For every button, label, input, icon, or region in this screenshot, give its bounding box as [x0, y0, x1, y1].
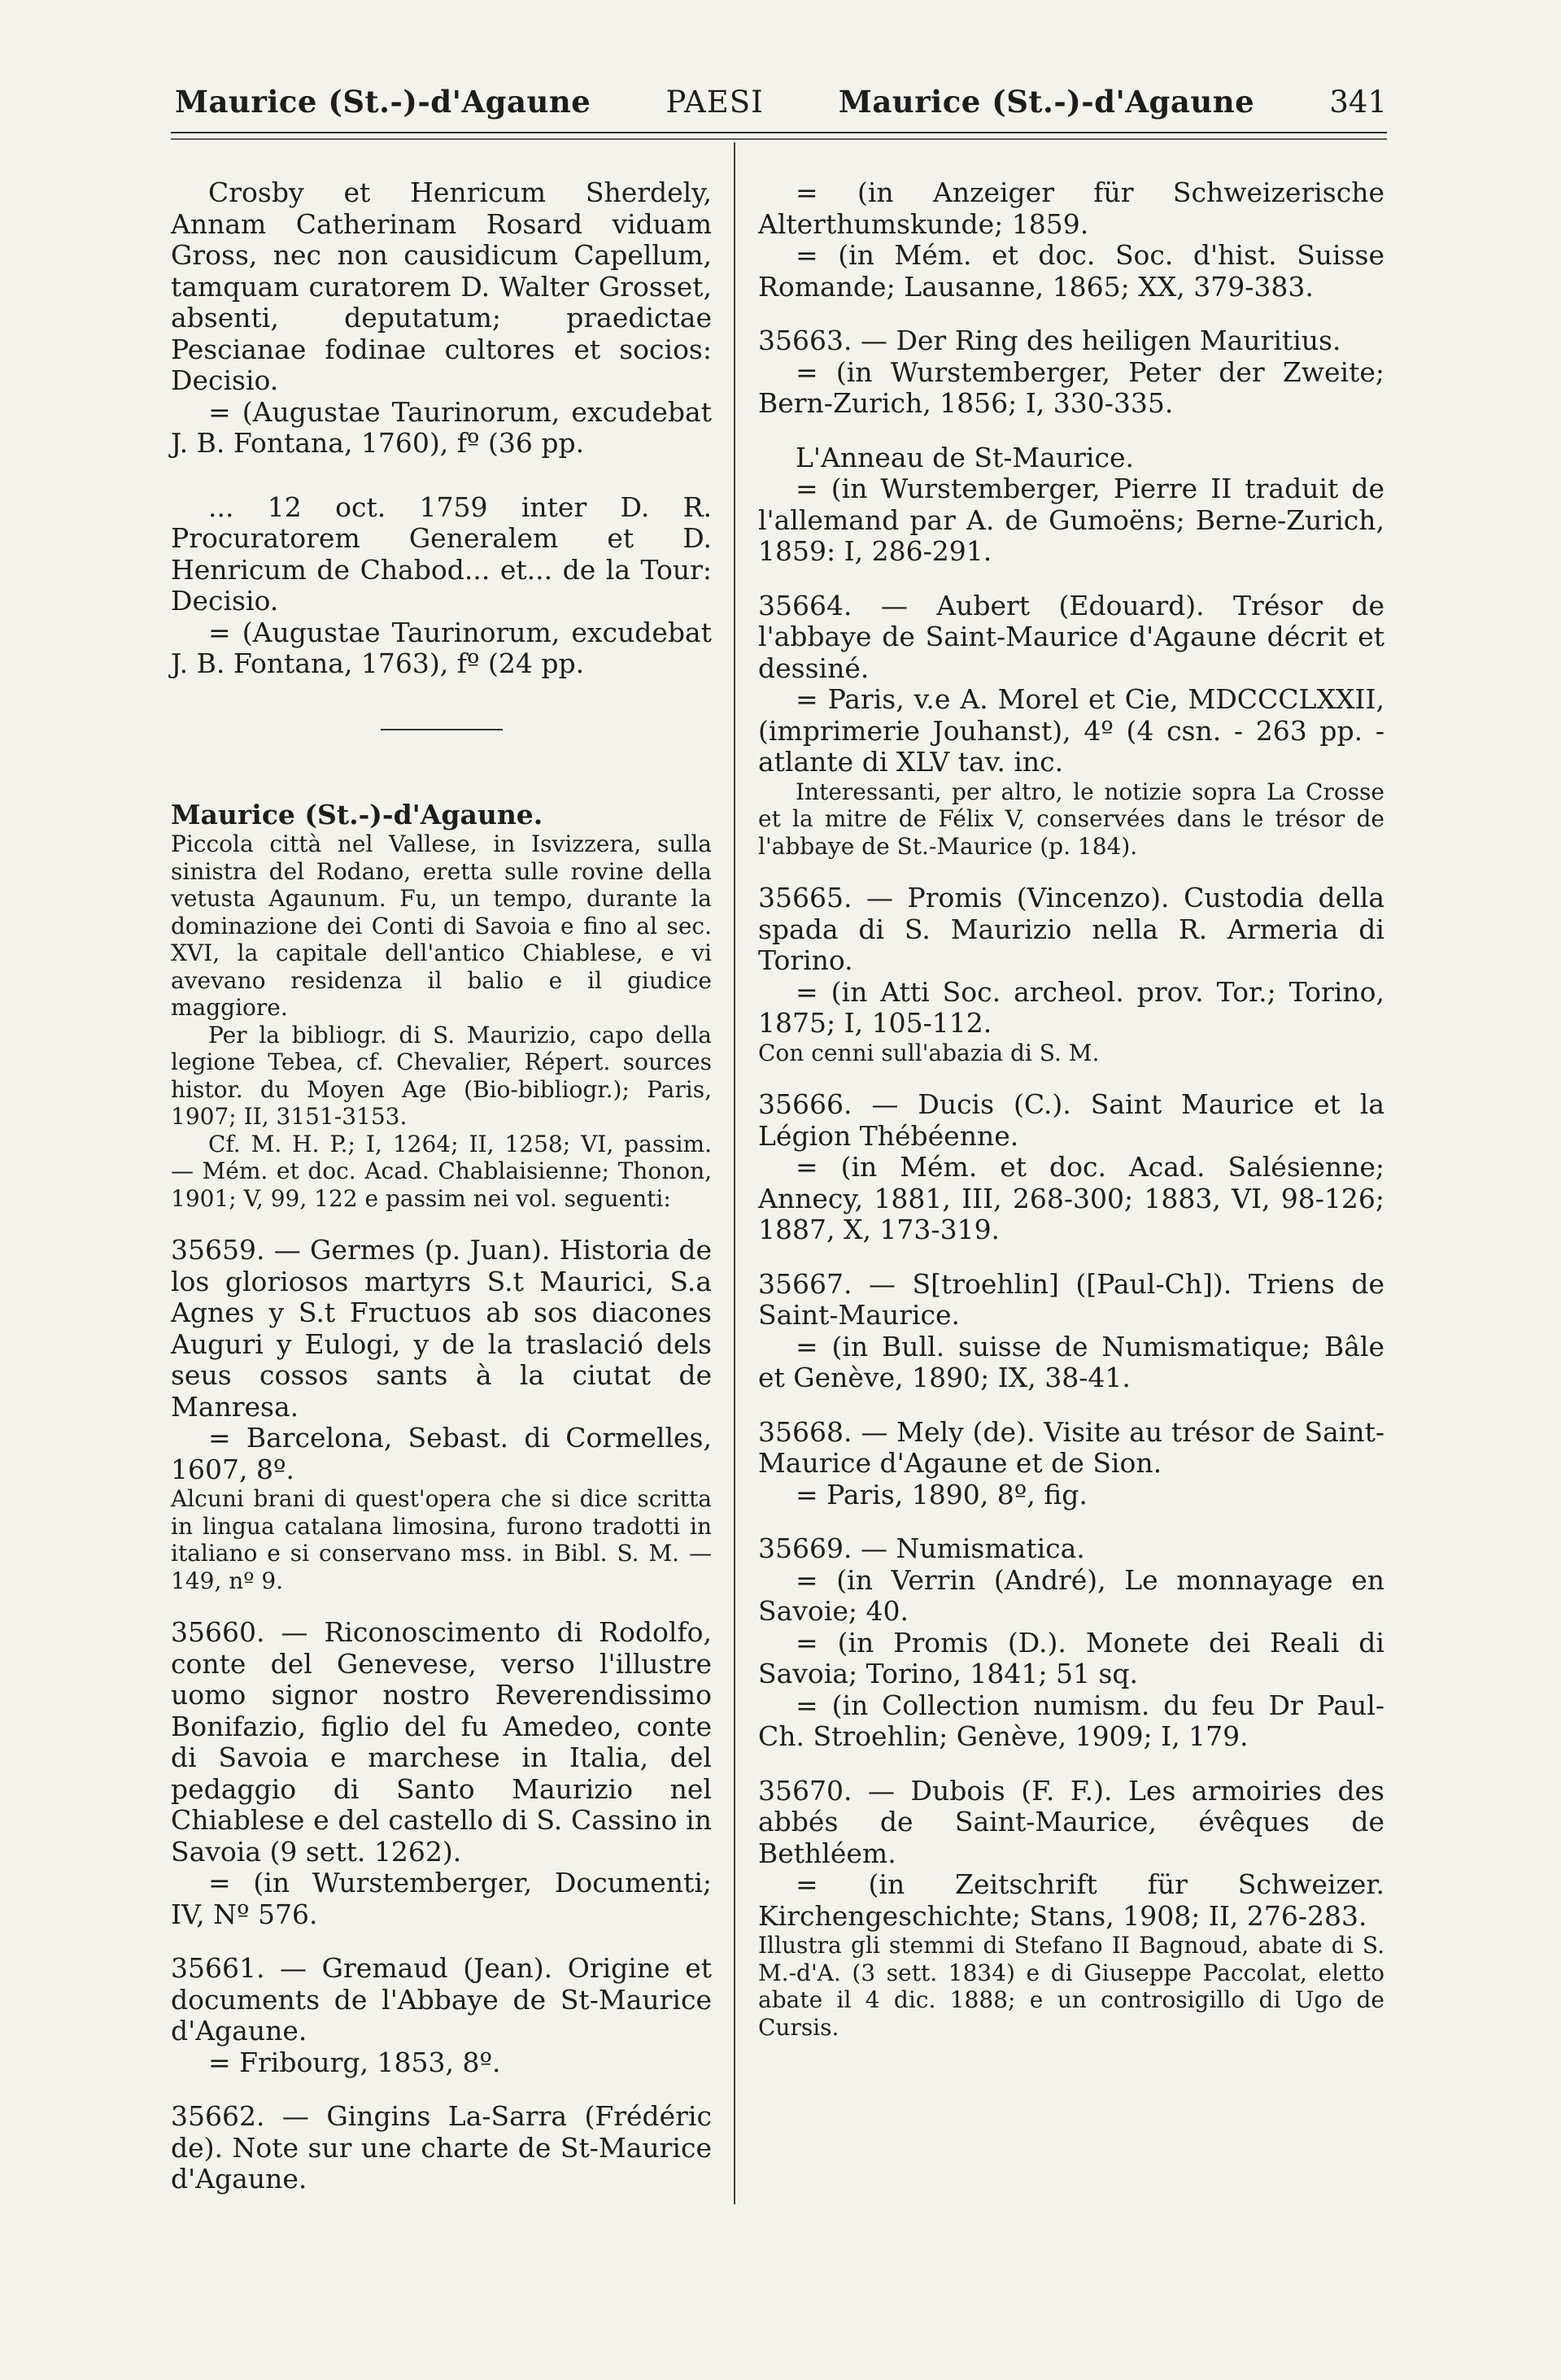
publication-line: = Paris, v.e A. Morel et Cie, MDCCCLXXII, (imprimerie Jouhanst), 4º (4 csn. - 263 pp. - atlante di XLV tav. inc. [758, 683, 1384, 778]
catalog-entry: 35659. — Germes (p. Juan). Historia de los gloriosos martyrs S.t Maurici, S.a Agnes y S.t Fructuos ab sos diacones Auguri y Eulogi, y de la traslació dels seus cossos sants à la ciutat de Manresa. [171, 1234, 712, 1423]
paragraph: Crosby et Henricum Sherdely, Annam Catherinam Rosard viduam Gross, nec non causidicum Capellum, tamquam curatorem D. Walter Grosset, absenti, deputatum; praedictae Pescianae fodinae cultores et socios: Decisio. [171, 177, 712, 396]
header-left-title: Maurice (St.-)-d'Agaune [175, 84, 591, 120]
catalog-entry: 35660. — Riconoscimento di Rodolfo, conte del Genevese, verso l'illustre uomo signor nostro Reverendissimo Bonifazio, figlio del fu Amedeo, conte di Savoia e marchese in Italia, del pedaggio di Santo Maurizio nel Chiablese e del castello di S. Cassino in Savoia (9 sett. 1262). [171, 1616, 712, 1868]
bibliography-note: Cf. M. H. P.; I, 1264; II, 1258; VI, passim. — Mém. et doc. Acad. Chablaisienne; Thonon, 1901; V, 99, 122 e passim nei vol. seguenti: [171, 1130, 712, 1212]
catalog-entry: 35667. — S[troehlin] ([Paul-Ch]). Triens de Saint-Maurice. [758, 1267, 1384, 1331]
publication-line: = (in Wurstemberger, Peter der Zweite; Bern-Zurich, 1856; I, 330-335. [758, 355, 1384, 419]
publication-line: = (in Verrin (André), Le monnayage en Savoie; 40. [758, 1563, 1384, 1627]
publication-line: = (in Bull. suisse de Numismatique; Bâle et Genève, 1890; IX, 38-41. [758, 1330, 1384, 1393]
publication-line: = (Augustae Taurinorum, excudebat J. B. Fontana, 1763), fº (24 pp. [171, 616, 712, 679]
catalog-entry: 35670. — Dubois (F. F.). Les armoiries des abbés de Saint-Maurice, évêques de Bethléem. [758, 1774, 1384, 1869]
catalog-entry: 35661. — Gremaud (Jean). Origine et documents de l'Abbaye de St-Maurice d'Agaune. [171, 1952, 712, 2047]
header-right-title: Maurice (St.-)-d'Agaune [838, 84, 1255, 120]
page-number: 341 [1329, 84, 1387, 120]
publication-line: = Fribourg, 1853, 8º. [208, 2046, 501, 2078]
publication-line: = Barcelona, Sebast. di Cormelles, 1607, 8º. [171, 1422, 712, 1485]
right-column [758, 177, 1384, 2041]
section-title: Maurice (St.-)-d'Agaune. [171, 798, 543, 830]
publication-line: = (in Anzeiger für Schweizerische Alterthumskunde; 1859. [758, 177, 1384, 240]
catalog-entry: 35666. — Ducis (C.). Saint Maurice et la Légion Thébéenne. [758, 1088, 1384, 1152]
publication-line: = (in Atti Soc. archeol. prov. Tor.; Torino, 1875; I, 105-112. [758, 975, 1384, 1039]
publication-line: = (in Promis (D.). Monete dei Reali di Savoia; Torino, 1841; 51 sq. [758, 1626, 1384, 1689]
section-separator [381, 729, 503, 730]
header-rule [171, 138, 1387, 140]
publication-line: = (in Mém. et doc. Soc. d'hist. Suisse Romande; Lausanne, 1865; XX, 379-383. [758, 239, 1384, 303]
publication-line: = (in Collection numism. du feu Dr Paul-Ch. Stroehlin; Genève, 1909; I, 179. [758, 1689, 1384, 1752]
entry-note: Alcuni brani di quest'opera che si dice scritta in lingua catalana limosina, furono tradotti in italiano e si conservano mss. in Bibl. S. M. — 149, nº 9. [171, 1485, 712, 1594]
publication-line: = (in Mém. et doc. Acad. Salésienne; Annecy, 1881, III, 268-300; 1883, VI, 98-126; 1887, X, 173-319. [758, 1151, 1384, 1245]
entry-note: Interessanti, per altro, le notizie sopra La Crosse et la mitre de Félix V, conservées dans le trésor de l'abbaye de St.-Maurice (p. 184). [758, 778, 1384, 860]
entry-note: Illustra gli stemmi di Stefano II Bagnoud, abate di S. M.-d'A. (3 sett. 1834) e di Giuseppe Paccolat, eletto abate il 4 dic. 1888; e un controsigillo di Ugo de Cursis. [758, 1932, 1384, 2041]
bibliography-note: Per la bibliogr. di S. Maurizio, capo della legione Tebea, cf. Chevalier, Répert. sources histor. du Moyen Age (Bio-bibliogr.); Paris, 1907; II, 3151-3153. [171, 1021, 712, 1130]
catalog-entry: 35663. — Der Ring des heiligen Mauritius. [758, 325, 1341, 356]
running-header [175, 73, 1387, 130]
publication-line: = (in Wurstemberger, Pierre II traduit de l'allemand par A. de Gumoëns; Berne-Zurich, 1859: I, 286-291. [758, 473, 1384, 567]
entry-note: Con cenni sull'abazia di S. M. [758, 1039, 1100, 1066]
paragraph: ... 12 oct. 1759 inter D. R. Procuratorem Generalem et D. Henricum de Chabod... et... de la Tour: Decisio. [171, 490, 712, 617]
publication-line: = (in Zeitschrift für Schweizer. Kirchengeschichte; Stans, 1908; II, 276-283. [758, 1868, 1384, 1932]
catalog-entry: 35665. — Promis (Vincenzo). Custodia della spada di S. Maurizio nella R. Armeria di Torino. [758, 882, 1384, 976]
left-column [171, 177, 712, 2195]
publication-line: = Paris, 1890, 8º, fig. [796, 1478, 1088, 1510]
catalog-entry: 35669. — Numismatica. [758, 1532, 1085, 1564]
section-intro: Piccola città nel Vallese, in Isvizzera, sulla sinistra del Rodano, eretta sulle rovine della vetusta Agaunum. Fu, un tempo, durante la dominazione dei Conti di Savoia e fino al sec. XVI, la capitale dell'antico Chiablese, e vi avevano residenza il balio e il giudice maggiore. [171, 830, 712, 1021]
publication-line: = (Augustae Taurinorum, excudebat J. B. Fontana, 1760), fº (36 pp. [171, 395, 712, 459]
header-rule [171, 132, 1387, 133]
publication-line: = (in Wurstemberger, Documenti; IV, Nº 576. [171, 1867, 712, 1930]
catalog-entry: 35664. — Aubert (Edouard). Trésor de l'abbaye de Saint-Maurice d'Agaune décrit et dessiné. [758, 589, 1384, 684]
catalog-entry: 35662. — Gingins La-Sarra (Frédéric de). Note sur une charte de St-Maurice d'Agaune. [171, 2100, 712, 2195]
header-center-title: PAESI [665, 84, 764, 120]
catalog-entry: L'Anneau de St-Maurice. [796, 441, 1134, 473]
column-divider [734, 142, 735, 2204]
catalog-entry: 35668. — Mely (de). Visite au trésor de Saint-Maurice d'Agaune et de Sion. [758, 1415, 1384, 1479]
